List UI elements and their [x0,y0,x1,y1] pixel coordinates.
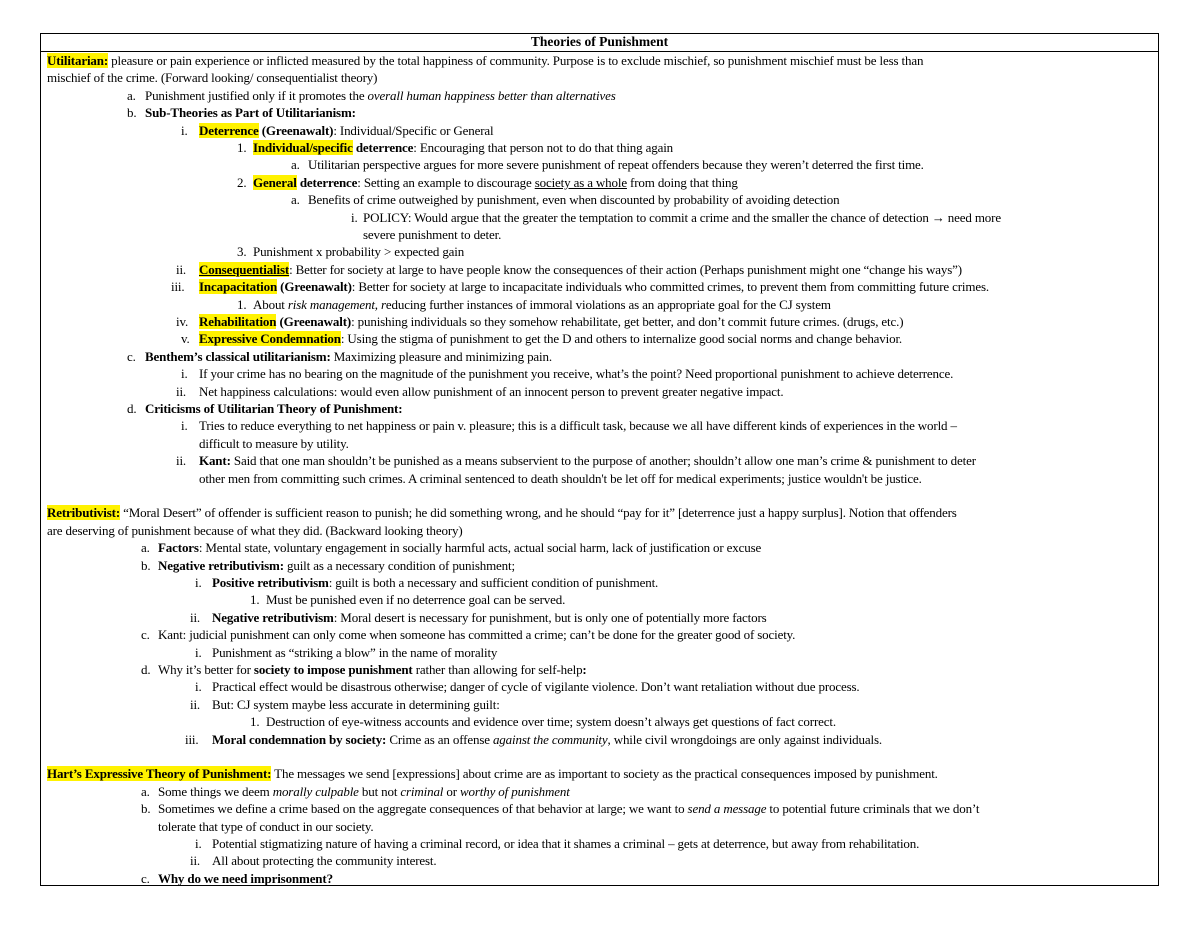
text-segment: guilt as a necessary condition of punishment; [283,557,515,573]
text-segment: (Greenawalt) [277,279,352,295]
line-text [47,69,377,86]
list-marker: a. [127,87,136,103]
highlighted-term: Individual/specific [253,140,353,155]
list-marker: i. [351,209,358,225]
text-segment: risk management, r [287,296,386,312]
line-text [199,417,957,434]
text-segment: : Better for society at large to incapacitate individuals who committed crimes, to prevent them from committing future crimes. [351,279,989,295]
list-marker: ii. [176,453,187,469]
line-text [199,435,349,452]
line-text [145,104,356,121]
outline-line [41,365,1153,382]
line-text [158,800,979,817]
line-text [158,818,374,835]
outline-document [40,33,1159,886]
text-segment: Negative retributivism: [158,557,284,573]
list-marker: ii. [190,609,201,625]
line-text [308,191,839,208]
outline-line [41,226,1153,243]
blank-line [41,748,1153,765]
list-marker: i. [195,644,202,660]
list-marker: i. [195,575,202,590]
outline-line [41,731,1153,748]
text-segment: About [253,296,288,312]
line-text [266,591,565,608]
outline-line [41,243,1153,260]
line-text [212,609,767,626]
text-segment: educing further instances of immoral violations as an appropriate goal for the CJ system [385,296,831,312]
line-text [47,52,923,69]
line-text [212,644,497,661]
text-segment: But: CJ system maybe less accurate in determining guilt: [212,696,500,712]
document-title: Theories of Punishment [41,34,1158,52]
line-text [363,226,501,243]
outline-line [41,209,1153,226]
outline-line [41,470,1153,487]
text-segment: : Mental state, voluntary engagement in socially harmful acts, actual social harm, lack of justification or excuse [198,540,762,556]
text-segment: All about protecting the community interest. [212,853,437,869]
outline-line [41,644,1153,661]
outline-line [41,261,1153,278]
line-text [199,330,902,347]
outline-line [41,818,1153,835]
list-marker: c. [141,627,150,643]
outline-line [41,557,1153,574]
line-text [212,574,658,591]
line-text [253,243,464,260]
text-segment: society as a whole [534,174,627,190]
line-text [199,470,922,487]
list-marker: v. [181,331,190,347]
line-text [199,261,962,278]
outline-line [41,539,1153,556]
list-marker: 3. [237,244,247,260]
list-marker: i. [181,122,188,138]
text-segment: : Better for society at large to have people know the consequences of their action (Perhaps punishment might one “change his ways”) [289,261,962,277]
line-text [212,731,882,748]
line-text [266,713,836,730]
outline-line [41,191,1153,208]
outline-line [41,626,1153,643]
text-segment: Positive retributivism [212,575,329,590]
line-text [253,139,673,156]
list-marker: ii. [176,261,187,277]
text-segment: Crime as an offense [386,731,493,747]
list-marker: i. [181,418,188,434]
line-text [199,122,494,139]
line-text [145,348,552,365]
text-segment: (Greenawalt) [276,314,352,329]
text-segment: Potential stigmatizing nature of having a criminal record, or idea that it shames a criminal – gets at deterrence, but away from rehabilitation. [212,836,920,851]
text-segment: Why it’s better for [158,662,254,677]
highlighted-term: Rehabilitation [199,314,277,329]
text-segment: Must be punished even if no deterrence goal can be served. [266,592,566,608]
text-segment: Punishment x probability > expected gain [253,244,465,260]
highlighted-term: Deterrence [199,122,259,138]
outline-line [41,435,1153,452]
text-segment: Kant: [199,453,231,469]
text-segment: criminal [400,783,444,799]
outline-line [41,156,1153,173]
line-text [308,156,924,173]
list-marker: 1. [237,296,247,312]
outline-line [41,696,1153,713]
outline-line [41,87,1153,104]
list-marker: d. [127,401,137,416]
line-text [47,765,938,782]
list-marker: d. [141,662,151,677]
line-text [212,835,919,852]
text-segment: Maximizing pleasure and minimizing pain. [330,348,552,364]
outline-line [41,870,1153,887]
line-text [158,626,795,643]
line-text [158,557,515,574]
outline-line [41,122,1153,139]
outline-line [41,348,1153,365]
text-segment: to potential future criminals that we don’t [766,801,980,817]
text-segment: Said that one man shouldn’t be punished as a means subservient to the purpose of another; shouldn’t allow one man’s crime & punishment to deter [230,453,976,469]
line-text [158,661,587,678]
highlighted-term: Hart’s Expressive Theory of Punishment: [47,766,272,782]
text-segment: : Using the stigma of punishment to get the D and others to internalize good social norms and change behavior. [340,331,903,347]
text-segment: but not [358,783,401,799]
text-segment: worthy of punishment [460,783,570,799]
outline-line [41,296,1153,313]
text-segment: Moral condemnation by society: [212,731,387,747]
text-segment: Benthem’s classical utilitarianism: [145,348,331,364]
outline-line [41,174,1153,191]
line-text [47,504,957,521]
line-text [199,452,976,469]
text-segment: If your crime has no bearing on the magnitude of the punishment you receive, what’s the point? Need proportional punishment to achieve deterrence. [199,366,954,382]
outline-line [41,452,1153,469]
line-text [158,783,570,800]
list-marker: ii. [190,696,201,712]
line-text [199,313,903,330]
outline-line [41,69,1153,86]
outline-line [41,52,1153,69]
line-text [145,400,402,417]
text-segment: severe punishment to deter. [363,227,502,242]
list-marker: c. [141,870,150,886]
outline-line [41,783,1153,800]
text-segment: : Setting an example to discourage [357,174,535,190]
list-marker: 1. [250,592,260,608]
list-marker: i. [181,366,188,382]
text-segment: Sub-Theories as Part of Utilitarianism: [145,105,356,121]
list-marker: 2. [237,174,247,190]
outline-line [41,661,1153,678]
text-segment: are deserving of punishment because of what they did. (Backward looking theory) [47,522,463,538]
outline-line [41,713,1153,730]
text-segment: Criticisms of Utilitarian Theory of Punishment: [145,401,403,416]
text-segment: Utilitarian perspective argues for more severe punishment of repeat offenders because they weren’t deterred the first time. [308,157,924,173]
highlighted-term: Retributivist: [47,505,120,521]
text-segment: : Individual/Specific or General [333,122,494,138]
list-marker: iii. [171,279,185,295]
outline-line [41,104,1153,121]
list-marker: a. [141,783,150,799]
list-marker: a. [291,157,300,173]
text-segment: Sometimes we define a crime based on the aggregate consequences of that behavior at large; we want to [158,801,688,817]
text-segment: POLICY: Would argue that the greater the temptation to commit a crime and the smaller the chance of detection → need more [363,209,1001,225]
list-marker: ii. [176,383,187,399]
list-marker: 1. [237,140,247,155]
text-segment: from doing that thing [626,174,738,190]
text-segment: Net happiness calculations: would even allow punishment of an innocent person to prevent greater negative impact. [199,383,784,399]
text-segment: other men from committing such crimes. A criminal sentenced to death shouldn't be let off for medical experiments; justice wouldn't be justice. [199,470,922,486]
text-segment: : [582,662,587,677]
text-segment: : guilt is both a necessary and sufficient condition of punishment. [328,575,659,590]
outline-line [41,504,1153,521]
text-segment: tolerate that type of conduct in our society. [158,818,374,834]
text-segment: mischief of the crime. (Forward looking/ consequentialist theory) [47,70,378,86]
text-segment: Punishment justified only if it promotes the [145,87,368,103]
text-segment: rather than allowing for self-help [412,662,583,677]
list-marker: 1. [250,714,260,730]
list-marker: c. [127,348,136,364]
text-segment: Negative retributivism [212,609,334,625]
outline-line [41,313,1153,330]
text-segment: deterrence [352,140,414,155]
text-segment: Benefits of crime outweighed by punishment, even when discounted by probability of avoiding detection [308,192,840,208]
text-segment: Tries to reduce everything to net happiness or pain v. pleasure; this is a difficult task, because we all have different kinds of experiences in the world – [199,418,957,434]
list-marker: iii. [185,731,199,747]
outline-line [41,383,1153,400]
text-segment: overall human happiness better than alternatives [367,87,616,103]
text-segment: or [443,783,460,799]
list-marker: b. [127,105,137,121]
outline-line [41,522,1153,539]
list-marker: a. [291,192,300,208]
text-segment: Why do we need imprisonment? [158,870,333,886]
text-segment: morally culpable [272,783,359,799]
text-segment: Kant: judicial punishment can only come when someone has committed a crime; can’t be done for the greater good of society. [158,627,796,643]
line-text [158,539,761,556]
line-text [199,383,783,400]
outline-line [41,574,1153,591]
outline-line [41,417,1153,434]
text-segment: society to impose punishment [253,662,413,677]
line-text [212,678,860,695]
outline-line [41,609,1153,626]
line-text [199,278,989,295]
outline-line [41,765,1153,782]
text-segment: , while civil wrongdoings are only against individuals. [607,731,882,747]
text-segment: against the community [492,731,608,747]
blank-line [41,487,1153,504]
outline-line [41,330,1153,347]
text-segment: Destruction of eye-witness accounts and evidence over time; system doesn’t always get questions of fact correct. [266,714,836,730]
text-segment: (Greenawalt) [258,122,334,138]
line-text [199,365,953,382]
outline-line [41,678,1153,695]
line-text [47,522,463,539]
list-marker: ii. [190,853,201,869]
outline-line [41,835,1153,852]
text-segment: Practical effect would be disastrous otherwise; danger of cycle of vigilante violence. Don’t want retaliation without due process. [212,679,860,695]
text-segment: Factors [158,540,199,556]
outline-line [41,800,1153,817]
text-segment: : Encouraging that person not to do that thing again [413,140,674,155]
highlighted-term: Consequentialist [199,261,290,277]
outline-line [41,591,1153,608]
text-segment: pleasure or pain experience or inflicted measured by the total happiness of community. Purpose is to exclude mischief, so punishment mischief must be less than [108,53,924,68]
list-marker: iv. [176,314,189,329]
line-text [145,87,616,104]
text-segment: : punishing individuals so they somehow rehabilitate, get better, and don’t commit future crimes. (drugs, etc.) [351,314,904,329]
text-segment: : Moral desert is necessary for punishment, but is only one of potentially more factors [333,609,767,625]
highlighted-term: Utilitarian: [47,53,109,68]
line-text [158,870,333,887]
outline-line [41,278,1153,295]
line-text [363,209,1001,226]
text-segment: Some things we deem [158,783,273,799]
text-segment: difficult to measure by utility. [199,435,349,451]
highlighted-term: General [253,174,297,190]
list-marker: b. [141,557,151,573]
line-text [253,174,738,191]
line-text [253,296,831,313]
text-segment: send a message [687,801,767,817]
text-segment: deterrence [296,174,358,190]
text-segment: “Moral Desert” of offender is sufficient reason to punish; he did something wrong, and he should “pay for it” [deterrence just a happy surplus]. Notion that offenders [120,505,957,521]
highlighted-term: Expressive Condemnation [199,331,341,347]
outline-line [41,852,1153,869]
text-segment: The messages we send [expressions] about crime are as important to society as the practical consequences imposed by punishment. [271,766,938,782]
line-text [212,852,436,869]
list-marker: a. [141,540,150,556]
text-segment: Punishment as “striking a blow” in the name of morality [212,644,498,660]
outline-line [41,139,1153,156]
list-marker: i. [195,836,202,851]
outline-line [41,400,1153,417]
list-marker: i. [195,679,202,695]
highlighted-term: Incapacitation [199,279,278,295]
line-text [212,696,500,713]
list-marker: b. [141,801,151,817]
